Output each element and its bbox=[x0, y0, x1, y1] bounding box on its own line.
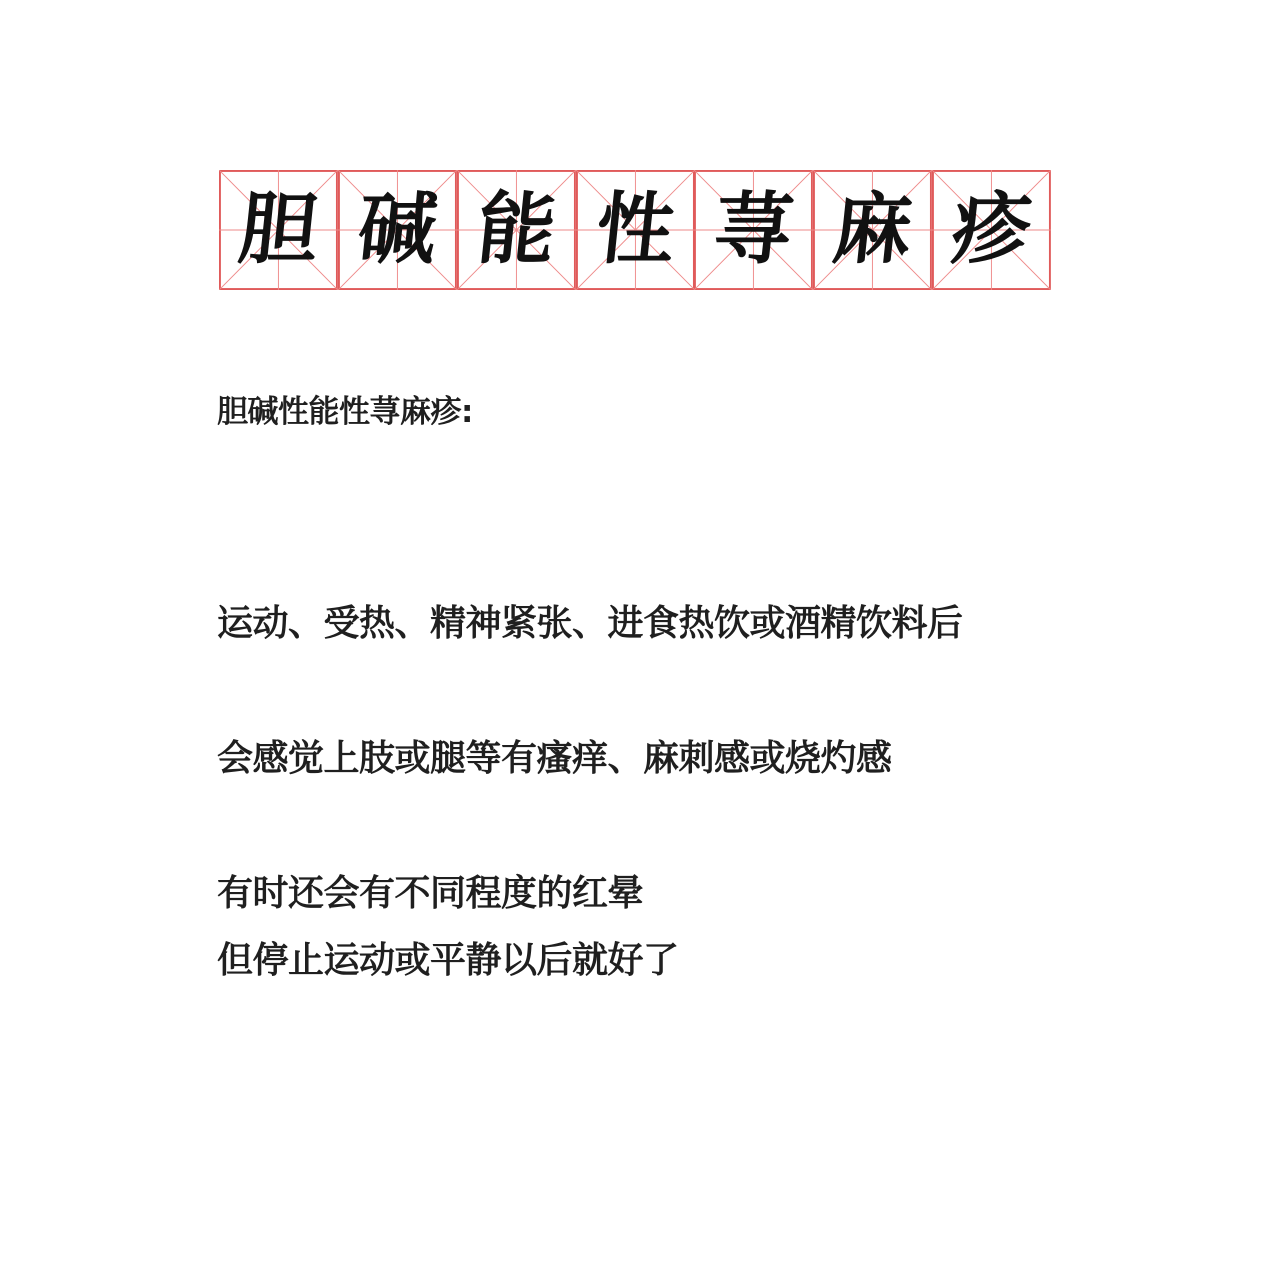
title-calligraphy-grid bbox=[219, 170, 1051, 290]
grid-cell-1 bbox=[219, 170, 338, 290]
body-text-line-4: 但停止运动或平静以后就好了 bbox=[217, 940, 679, 981]
title-char-4: 性 bbox=[591, 184, 679, 275]
body-text-line-3: 有时还会有不同程度的红晕 bbox=[217, 873, 644, 914]
section-heading: 胆碱性能性荨麻疹: bbox=[217, 394, 473, 430]
body-text-line-1: 运动、受热、精神紧张、进食热饮或酒精饮料后 bbox=[217, 603, 963, 644]
grid-cell-5 bbox=[694, 170, 813, 290]
title-char-1: 胆 bbox=[234, 184, 323, 275]
grid-cell-7 bbox=[932, 170, 1051, 290]
title-char-7: 疹 bbox=[947, 184, 1036, 275]
body-text-line-2: 会感觉上肢或腿等有瘙痒、麻刺感或烧灼感 bbox=[217, 738, 892, 779]
grid-cell-6 bbox=[813, 170, 932, 290]
grid-cell-4 bbox=[576, 170, 695, 290]
title-char-6: 麻 bbox=[828, 184, 917, 275]
title-char-2: 碱 bbox=[353, 184, 442, 275]
grid-cell-3 bbox=[457, 170, 576, 290]
grid-cell-2 bbox=[338, 170, 457, 290]
title-char-3: 能 bbox=[472, 184, 560, 275]
title-char-5: 荨 bbox=[710, 184, 798, 275]
